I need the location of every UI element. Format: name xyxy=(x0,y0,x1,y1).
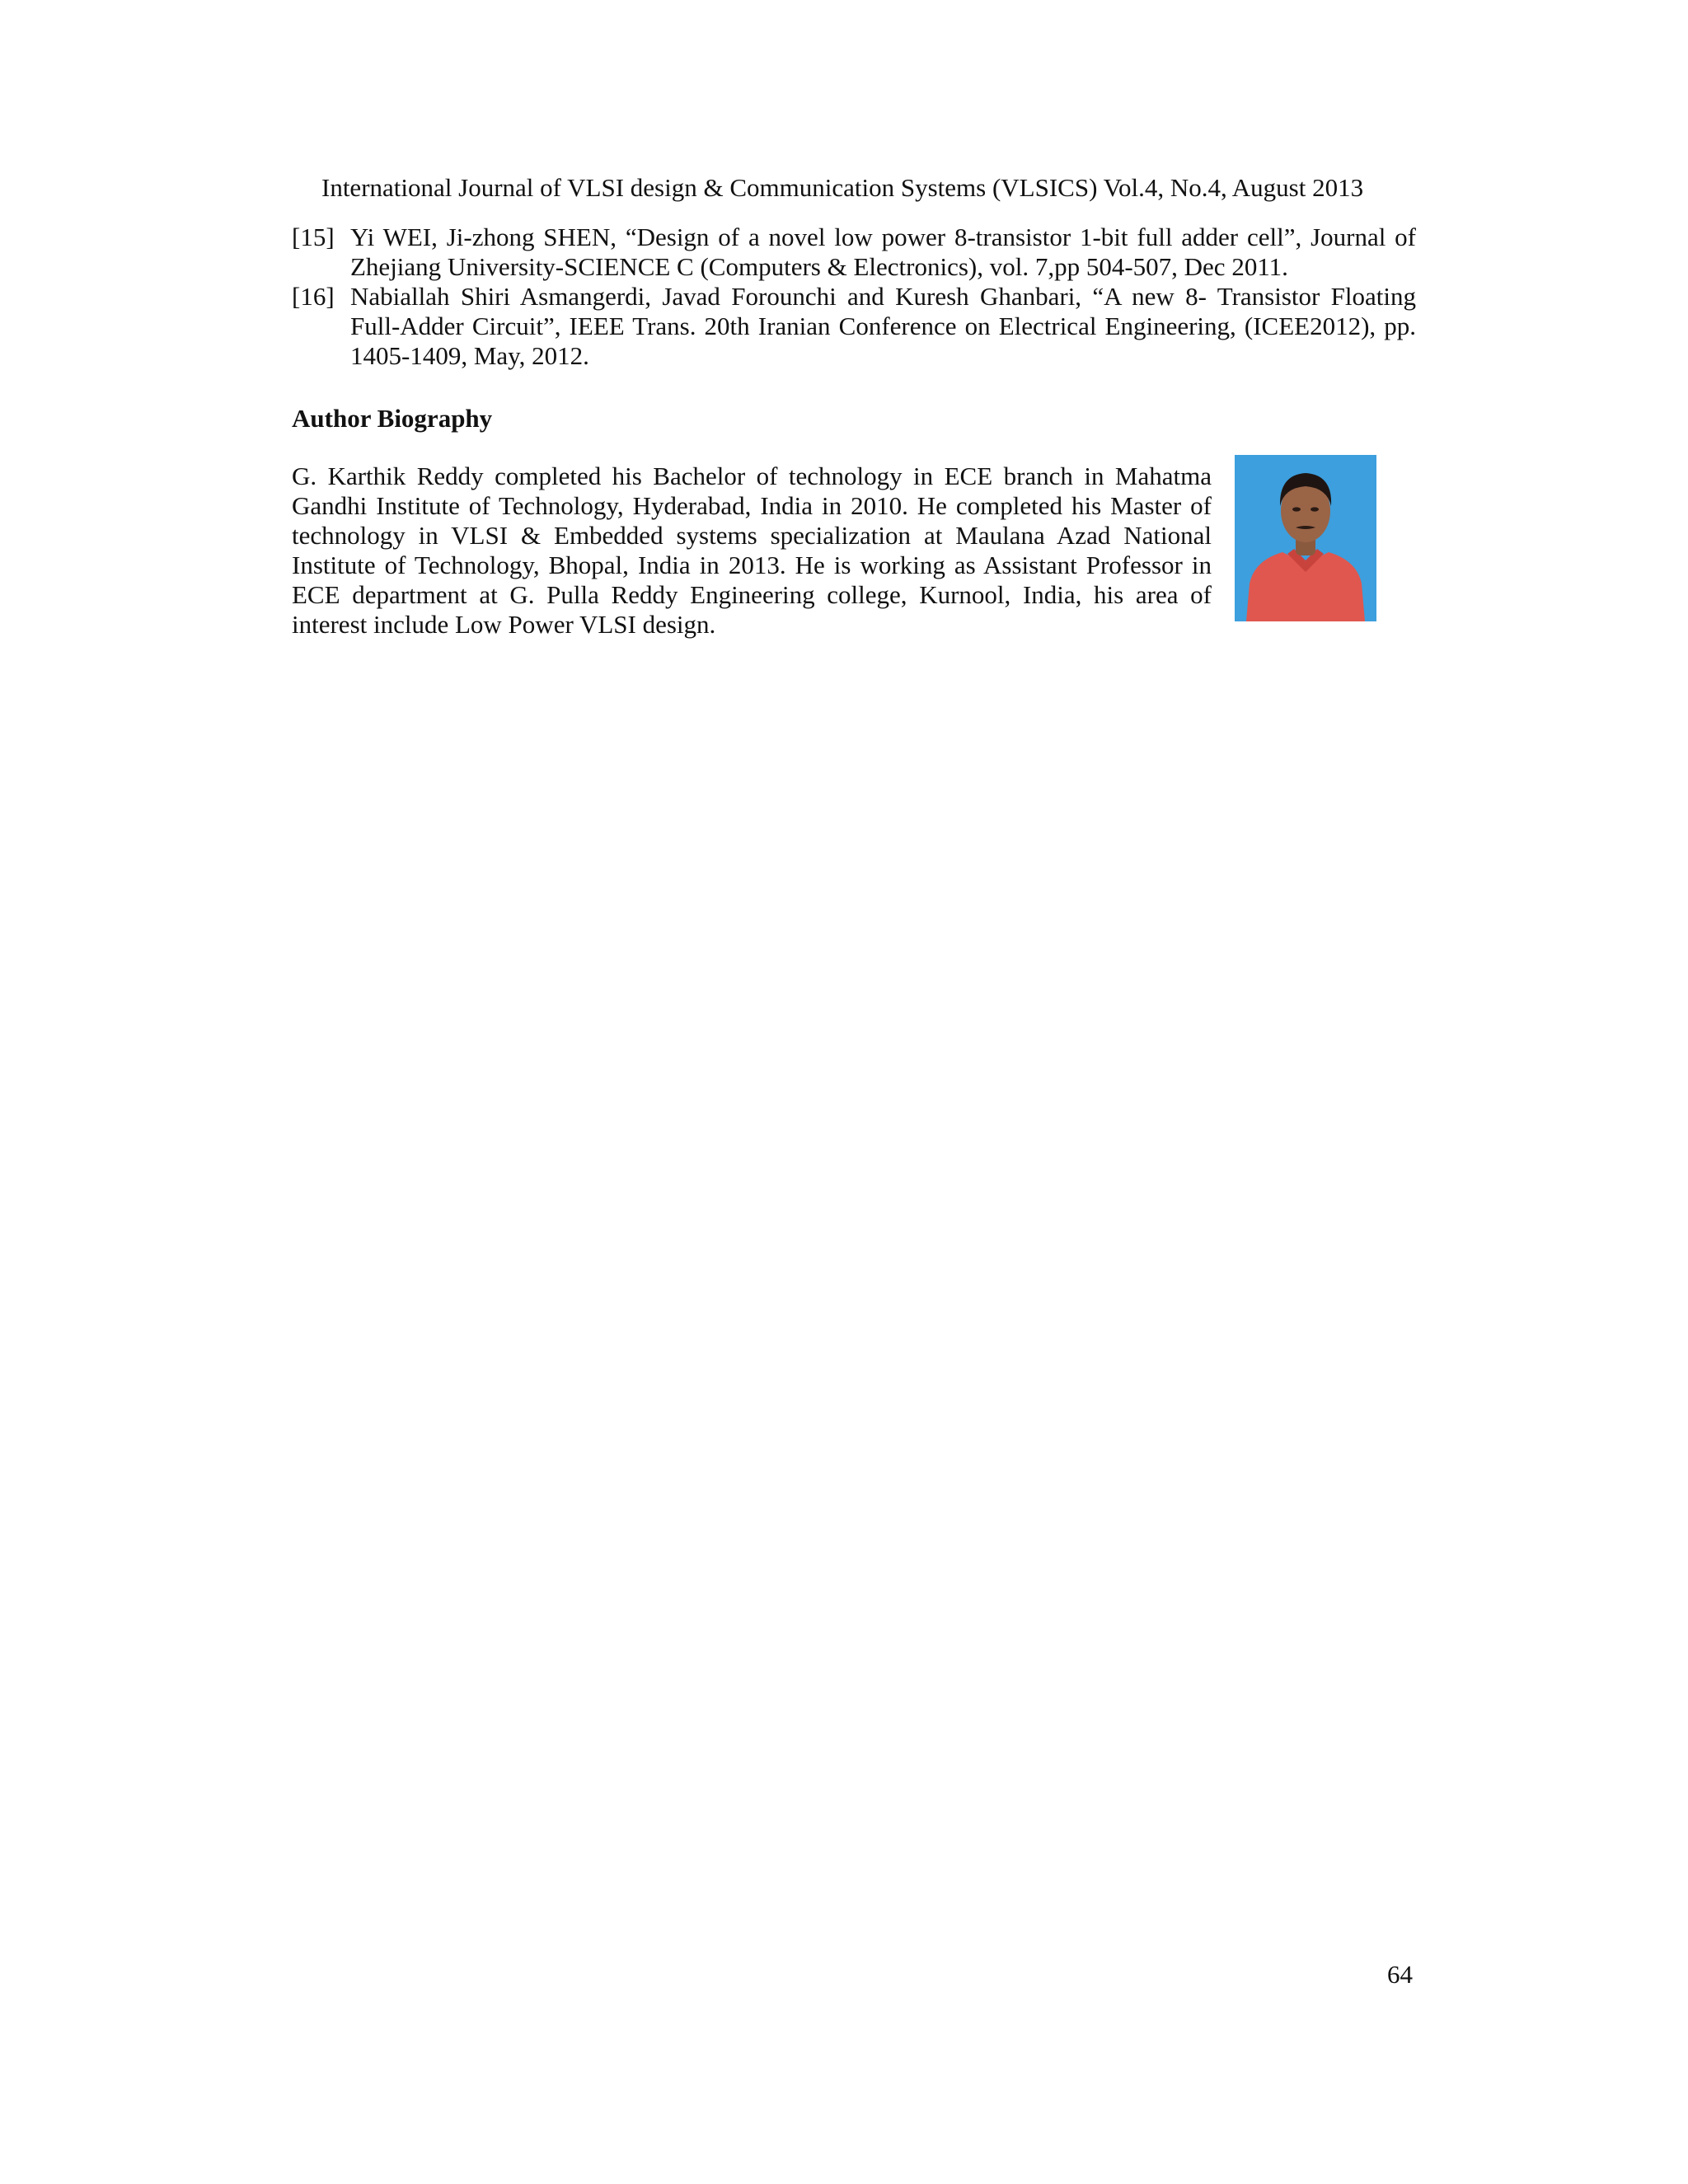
running-head: International Journal of VLSI design & Communication Systems (VLSICS) Vol.4, No.4, August 2013 xyxy=(321,173,1364,202)
page-number: 64 xyxy=(1387,1960,1413,1989)
biography-text: G. Karthik Reddy completed his Bachelor of technology in ECE branch in Mahatma Gandhi Institute of Technology, Hyderabad, India in 2010. He completed his Master of technology in VLSI & Embedded systems specialization at Maulana Azad National Institute of Technology, Bhopal, India in 2013. He is working as Assistant Professor in ECE department at G. Pulla Reddy Engineering college, Kurnool, India, his area of interest include Low Power VLSI design. xyxy=(292,462,1212,639)
reference-text: Yi WEI, Ji-zhong SHEN, “Design of a novel low power 8-transistor 1-bit full adder cell”, Journal of Zhejiang University-SCIENCE C (Computers & Electronics), vol. 7,pp 504-507, Dec 2011. xyxy=(350,223,1416,281)
author-photo xyxy=(1235,455,1376,621)
right-eye xyxy=(1311,507,1319,511)
reference-list xyxy=(292,223,1416,371)
reference-item xyxy=(292,282,1416,371)
reference-number: [15] xyxy=(292,223,335,251)
reference-item xyxy=(292,223,1416,282)
section-heading: Author Biography xyxy=(292,404,493,433)
reference-number: [16] xyxy=(292,282,335,311)
left-eye xyxy=(1292,507,1301,511)
reference-text: Nabiallah Shiri Asmangerdi, Javad Forounchi and Kuresh Ghanbari, “A new 8- Transistor Floating Full-Adder Circuit”, IEEE Trans. 20th Iranian Conference on Electrical Engineering, (ICEE2012), pp. 1405-1409, May, 2012. xyxy=(350,282,1416,370)
